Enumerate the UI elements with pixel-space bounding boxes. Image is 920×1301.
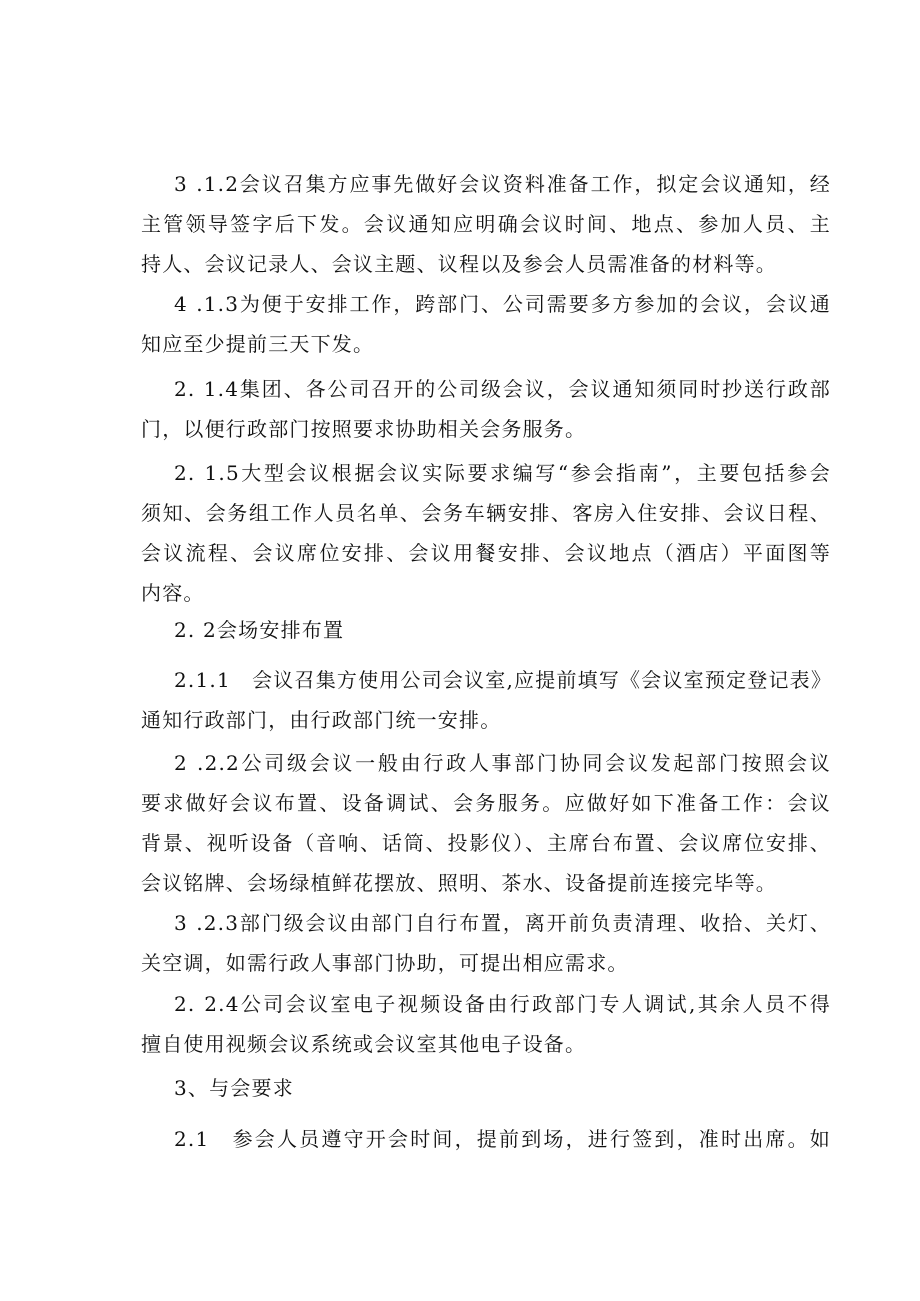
text-line: 擅自使用视频会议系统或会议室其他电子设备。: [141, 1032, 587, 1056]
section-heading: 2. 2会场安排布置: [174, 618, 345, 642]
paragraph-2-1-4: [141, 369, 831, 449]
text-line: 会议铭牌、会场绿植鲜花摆放、照明、茶水、设备提前连接完毕等。: [141, 871, 777, 895]
text-line: 2.1.1 会议召集方使用公司会议室,应提前填写《会议室预定登记表》: [174, 668, 833, 692]
text-line: 2. 2.4公司会议室电子视频设备由行政部门专人调试,其余人员不得: [174, 992, 831, 1016]
text-line: 2.1 参会人员遵守开会时间，提前到场，进行签到，准时出席。如: [174, 1127, 831, 1151]
text-line: 2. 1.4集团、各公司召开的公司级会议，会议通知须同时抄送行政部: [174, 377, 831, 401]
text-line: 持人、会议记录人、会议主题、议程以及参会人员需准备的材料等。: [141, 252, 777, 276]
text-line: 通知行政部门，由行政部门统一安排。: [141, 708, 502, 732]
section-heading-2-2: [141, 610, 831, 650]
text-line: 门，以便行政部门按照要求协助相关会务服务。: [141, 417, 587, 441]
paragraph-2-2-4: [141, 984, 831, 1064]
text-line: 须知、会务组工作人员名单、会务车辆安排、客房入住安排、会议日程、: [141, 501, 831, 525]
section-heading: 3、与会要求: [174, 1076, 294, 1100]
text-line: 知应至少提前三天下发。: [141, 332, 375, 356]
text-line: 背景、视听设备（音响、话筒、投影仪）、主席台布置、会议席位安排、: [141, 831, 831, 855]
paragraph-3-1-2: [141, 164, 831, 284]
text-line: 关空调，如需行政人事部门协助，可提出相应需求。: [141, 951, 629, 975]
text-line: 要求做好会议布置、设备调试、会务服务。应做好如下准备工作：会议: [141, 791, 831, 815]
paragraph-2-1-1: [141, 660, 831, 740]
paragraph-2-1: [141, 1119, 831, 1159]
text-line: 内容。: [141, 581, 205, 605]
text-line: 2 .2.2公司级会议一般由行政人事部门协同会议发起部门按照会议: [174, 751, 831, 775]
text-line: 3 .1.2会议召集方应事先做好会议资料准备工作，拟定会议通知，经: [174, 172, 831, 196]
section-heading-3: [141, 1068, 831, 1108]
paragraph-3-2-3: [141, 903, 831, 983]
text-line: 2. 1.5大型会议根据会议实际要求编写“参会指南”，主要包括参会: [174, 461, 831, 485]
text-line: 3 .2.3部门级会议由部门自行布置，离开前负责清理、收拾、关灯、: [174, 911, 831, 935]
text-line: 会议流程、会议席位安排、会议用餐安排、会议地点（酒店）平面图等: [141, 541, 831, 565]
text-line: 主管领导签字后下发。会议通知应明确会议时间、地点、参加人员、主: [141, 212, 831, 236]
paragraph-4-1-3: [141, 284, 831, 364]
paragraph-2-1-5: [141, 453, 831, 613]
text-line: 4 .1.3为便于安排工作，跨部门、公司需要多方参加的会议，会议通: [174, 292, 831, 316]
paragraph-2-2-2: [141, 743, 831, 903]
